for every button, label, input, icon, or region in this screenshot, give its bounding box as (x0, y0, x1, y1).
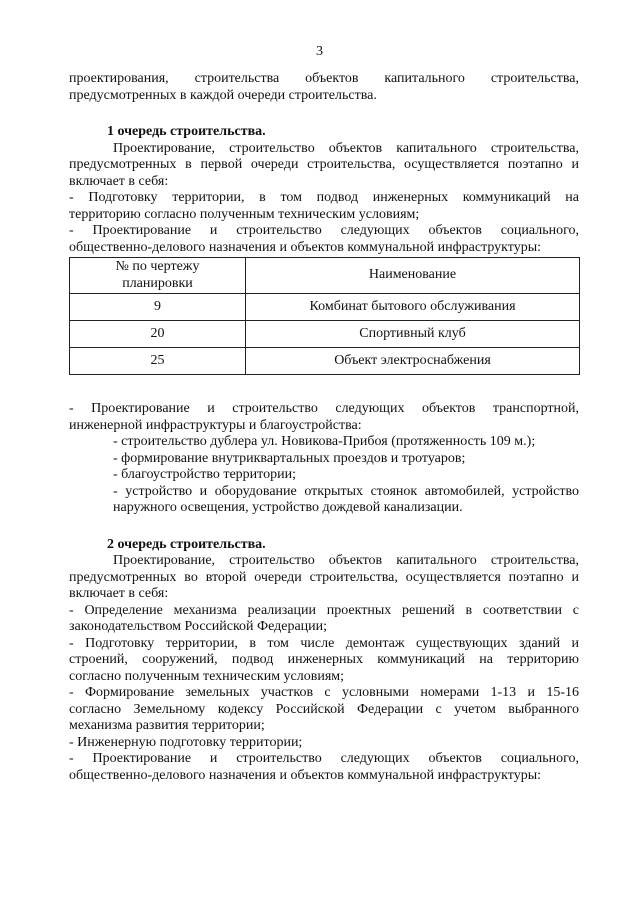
table-cell-name: Спортивный клуб (246, 321, 580, 348)
intro-line-2: предусмотренных в каждой очереди строительства. (69, 87, 377, 103)
table-row (70, 321, 580, 348)
stage1-subitem-1: - строительство дублера ул. Новикова-Прибоя (протяженность 109 м.); (113, 434, 536, 449)
stage2-p3-line-2: строений, сооружений, подвод инженерных коммуникаций на территорию (69, 652, 579, 667)
table-cell-name: Объект электроснабжения (246, 348, 580, 375)
table-cell-name: Комбинат бытового обслуживания (246, 294, 580, 321)
document-body (69, 71, 579, 784)
stage2-p1-line-3: включает в себя: (69, 586, 169, 601)
stage1-p3-line-1: - Проектирование и строительство следующих объектов социального, (69, 223, 579, 238)
stage1-subitem-4-line-1: - устройство и оборудование открытых стоянок автомобилей, устройство (113, 483, 579, 499)
table-header-number (70, 258, 246, 294)
stage1-subitem-2: - формирование внутриквартальных проездов и тротуаров; (113, 450, 466, 466)
table-row (70, 294, 580, 321)
stage1-p1-line-2: предусмотренных в первой очереди строительства, осуществляется поэтапно и (69, 157, 579, 172)
stage2-p2-line-1: - Определение механизма реализации проектных решений в соответствии с (69, 602, 579, 618)
stage2-p3-line-1: - Подготовку территории, в том числе демонтаж существующих зданий и (69, 635, 579, 651)
table-header-name: Наименование (246, 258, 580, 294)
stage2-p4-line-2: согласно Земельному кодексу Российской Федерации с учетом выбранного (69, 701, 579, 717)
stage2-p2-line-2: законодательством Российской Федерации; (69, 619, 328, 634)
table-cell-number: 25 (70, 348, 246, 375)
page-number: 3 (316, 44, 323, 59)
table-header-row (70, 258, 580, 294)
stage1-p2-line-1: - Подготовку территории, в том подвод инженерных коммуникаций на (69, 190, 579, 205)
stage1-subitem-4-line-2: наружного освещения, устройство дождевой канализации. (113, 500, 463, 515)
stage2-p6-line-2: общественно-делового назначения и объектов коммунальной инфраструктуры: (69, 767, 542, 783)
stage2-p1-line-1: Проектирование, строительство объектов капитального строительства, (113, 553, 579, 568)
table-row (70, 348, 580, 375)
table-cell-number: 20 (70, 321, 246, 348)
stage2-heading: 2 очередь строительства. (107, 536, 266, 552)
stage1-p4-line-1: - Проектирование и строительство следующих объектов транспортной, (69, 401, 579, 416)
header-number-line-1: № по чертежу (115, 259, 200, 274)
table-cell-number: 9 (70, 294, 246, 321)
stage1-p1-line-3: включает в себя: (69, 173, 169, 189)
header-number-line-2: планировки (122, 275, 193, 291)
stage1-heading: 1 очередь строительства. (107, 124, 266, 139)
stage1-p4-line-2: инженерной инфраструктуры и благоустройства: (69, 417, 362, 433)
stage1-subitem-3: - благоустройство территории; (113, 467, 296, 482)
stage1-p1-line-1: Проектирование, строительство объектов капитального строительства, (113, 140, 579, 156)
stage2-p4-line-3: механизма развития территории; (69, 718, 265, 733)
stage2-p4-line-1: - Формирование земельных участков с условными номерами 1-13 и 15-16 (69, 685, 579, 700)
objects-table (69, 257, 580, 375)
stage2-p1-line-2: предусмотренных во второй очереди строительства, осуществляется поэтапно и (69, 569, 579, 585)
stage2-p5: - Инженерную подготовку территории; (69, 734, 303, 750)
intro-line-1: проектирования, строительства объектов капитального строительства, (69, 71, 579, 86)
stage1-p2-line-2: территорию согласно полученным техническим условиям; (69, 206, 420, 222)
stage1-p3-line-2: общественно-делового назначения и объектов коммунальной инфраструктуры: (69, 239, 542, 255)
stage2-p3-line-3: согласно полученным техническим условиям; (69, 668, 345, 684)
stage2-p6-line-1: - Проектирование и строительство следующих объектов социального, (69, 751, 579, 766)
